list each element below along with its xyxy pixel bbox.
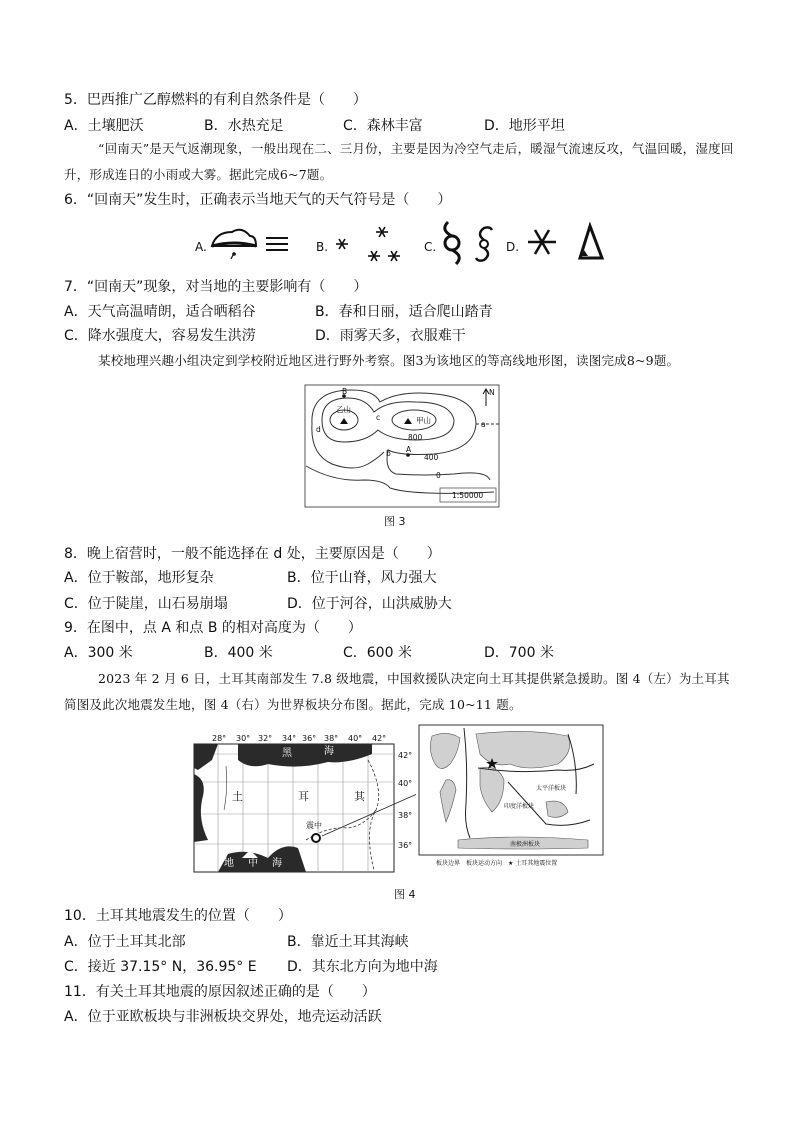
q5-option-c: C．森林丰富 [343,118,423,134]
lon-34: 34° [282,734,297,743]
label-yishan: 乙山 [336,405,351,414]
q7-option-b: B．春和日丽，适合爬山踏青 [315,304,493,320]
q10-option-b: B．靠近土耳其海峡 [287,934,409,950]
hail-icon [522,222,606,262]
label-contour-400: 400 [424,453,439,462]
q5-option-a: A．土壤肥沃 [64,118,144,134]
q11-stem: 11．有关土耳其地震的原因叙述正确的是（ ） [64,984,376,1000]
label-black-sea-1: 黑 [282,748,292,759]
lon-40: 40° [348,734,363,743]
label-point-B: B [342,387,348,396]
label-epicenter: 震中 [306,821,322,830]
lon-42: 42° [372,734,387,743]
q6-option-c-label: C. [424,240,437,254]
snowflake-icon [328,222,408,266]
label-black-sea-2: 海 [324,746,334,757]
contour-map-figure [304,384,500,508]
label-qi: 其 [354,790,365,803]
label-point-A: A [406,445,412,454]
label-north: N [489,388,495,397]
q9-option-d: D．700 米 [484,645,554,661]
label-scale: 1:50000 [452,491,484,500]
lat-42: 42° [398,751,413,760]
label-d: d [316,425,321,434]
label-tu: 土 [232,790,243,803]
q7-option-c: C．降水强度大，容易发生洪涝 [64,328,256,344]
q7-option-d: D．雨雾天多，衣服难干 [315,328,466,344]
label-med-sea-3: 海 [272,858,282,869]
label-er: 耳 [298,790,309,803]
label-med-sea-1: 地 [224,858,234,869]
q9-stem: 9．在图中，点 A 和点 B 的相对高度为（ ） [64,620,362,636]
q7-stem: 7．“回南天”现象，对当地的主要影响有（ ） [64,279,368,295]
lon-36: 36° [302,734,317,743]
q7-option-a: A．天气高温晴朗，适合晒稻谷 [64,304,256,320]
lon-32: 32° [258,734,273,743]
lat-38: 38° [398,811,413,820]
q9-option-b: B．400 米 [204,645,273,661]
typhoon-icon [436,220,500,266]
legend-text: 板块边界 板块运动方向 ★ 土耳其地震位置 [436,860,558,867]
q9-option-a: A．300 米 [64,645,133,661]
label-a: a [481,420,486,429]
q10-stem: 10．土耳其地震发生的位置（ ） [64,908,292,924]
label-contour-0: 0 [436,471,441,480]
q8-option-d: D．位于河谷，山洪威胁大 [287,596,452,612]
q10-option-d: D．其东北方向为地中海 [287,959,438,975]
lat-36: 36° [398,841,413,850]
passage-huinantian: “回南天”是天气返潮现象，一般出现在二、三月份，主要是因为冷空气走后，暖湿气流速反攻，气温回暖，湿度回升，形成连日的小雨或大雾。据此完成6~7题。 [64,141,734,182]
q5-option-d: D．地形平坦 [484,118,565,134]
q10-option-a: A．位于土耳其北部 [64,934,186,950]
figure-4-caption: 图 4 [394,888,416,901]
lon-30: 30° [236,734,251,743]
cloud-drizzle-fog-icon [208,226,292,260]
label-jiashan: 甲山 [416,416,431,425]
epicenter-icon [312,834,320,842]
label-med-sea-2: 中 [248,858,258,869]
q5-stem: 5．巴西推广乙醇燃料的有利自然条件是（ ） [64,92,367,108]
q6-stem: 6．“回南天”发生时，正确表示当地天气的天气符号是（ ） [64,192,452,208]
label-c: c [376,413,381,422]
q9-option-c: C．600 米 [343,645,412,661]
passage-turkey-earthquake: 2023 年 2 月 6 日，土耳其南部发生 7.8 级地震，中国救援队决定向土耳其提供紧急援助。图 4（左）为土耳其简图及此次地震发生地，图 4（右）为世界板块分布图。据此，完成 10~11 题。 [64,671,730,712]
q6-option-a-label: A. [195,240,207,254]
figure-3-caption: 图 3 [384,515,406,528]
q10-option-c: C．接近 37.15° N，36.95° E [64,959,257,975]
label-antarctic-plate: 南极洲板块 [510,841,541,848]
world-plates-figure [418,724,604,876]
passage-field-trip: 某校地理兴趣小组决定到学校附近地区进行野外考察。图3为该地区的等高线地形图，读图完成8~9题。 [98,353,680,368]
q8-option-a: A．位于鞍部，地形复杂 [64,570,214,586]
label-pacific-plate: 太平洋板块 [536,785,567,792]
label-b: b [386,449,391,458]
q5-option-b: B．水热充足 [204,118,284,134]
q11-option-a: A．位于亚欧板块与非洲板块交界处，地壳运动活跃 [64,1009,382,1025]
q8-option-c: C．位于陡崖，山石易崩塌 [64,596,228,612]
lon-38: 38° [324,734,339,743]
q8-stem: 8．晚上宿营时，一般不能选择在 d 处，主要原因是（ ） [64,546,441,562]
lat-40: 40° [398,779,413,788]
q8-option-b: B．位于山脊，风力强大 [287,570,437,586]
q6-option-b-label: B. [316,240,329,254]
turkey-map-figure [188,730,416,880]
label-indian-plate: 印度洋板块 [504,803,535,810]
label-contour-800: 800 [408,433,423,442]
q6-option-d-label: D. [506,240,520,254]
lon-28: 28° [212,734,227,743]
